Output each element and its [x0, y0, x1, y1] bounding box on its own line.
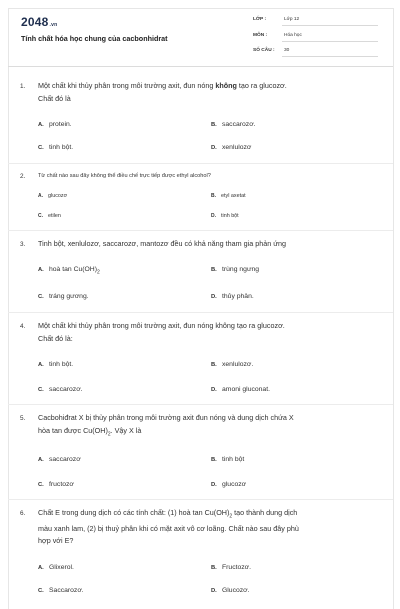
option-text: tinh bột.	[49, 361, 74, 368]
option-letter: D.	[211, 294, 217, 300]
answer-option-d[interactable]	[211, 144, 251, 151]
question-count-label: SỐ CÂU :	[253, 48, 275, 53]
option-text: saccarozơ.	[222, 121, 256, 128]
question-text-part: tạo thành dung dịch	[232, 508, 298, 517]
option-text: Fructozơ.	[222, 564, 252, 571]
answer-option-b[interactable]	[211, 266, 259, 273]
option-letter: B.	[211, 565, 217, 571]
option-subscript: 2	[96, 269, 100, 276]
answer-option-c[interactable]	[38, 587, 84, 594]
question-text-part: Chất đó là:	[38, 333, 73, 343]
answer-option-a[interactable]	[38, 361, 73, 368]
question-divider	[8, 312, 393, 313]
option-letter: C.	[38, 145, 44, 151]
question-text	[38, 80, 373, 105]
option-letter: B.	[211, 267, 217, 273]
site-logo[interactable]	[21, 15, 57, 29]
option-text: thủy phân.	[222, 293, 254, 300]
class-underline	[282, 25, 378, 26]
question-subscript: 2	[229, 513, 233, 520]
option-text: glucozơ	[222, 481, 247, 488]
answer-option-d[interactable]	[211, 213, 239, 219]
question-text-part: Một chất khi thủy phân trong môi trường axit, đun nóng	[38, 81, 216, 90]
option-letter: C.	[38, 482, 44, 488]
question-number: 2.	[20, 173, 26, 180]
option-letter: A.	[38, 457, 44, 463]
option-text: xenlulozơ.	[222, 361, 254, 368]
answer-option-b[interactable]	[211, 564, 251, 571]
option-letter: D.	[211, 145, 217, 151]
answer-option-a[interactable]	[38, 193, 67, 199]
option-text: Glixerol.	[49, 564, 74, 571]
question-number: 3.	[20, 241, 26, 248]
answer-option-b[interactable]	[211, 361, 253, 368]
answer-option-b[interactable]	[211, 193, 246, 199]
question-text-part: hòa tan được Cu(OH)	[38, 425, 108, 435]
option-text: tráng gương.	[49, 293, 89, 300]
worksheet-title: Tính chất hóa học chung của cacbonhidrat	[21, 34, 168, 43]
answer-option-c[interactable]	[38, 293, 89, 300]
option-letter: C.	[38, 387, 44, 393]
option-letter: C.	[38, 588, 44, 594]
question-text-emphasis: không	[215, 81, 237, 90]
option-letter: A.	[38, 565, 44, 571]
question-text-part: Một chất khi thủy phân trong môi trường axit, đun nóng không tạo ra glucozơ.	[38, 321, 285, 330]
answer-option-a[interactable]	[38, 456, 81, 463]
answer-option-c[interactable]	[38, 481, 74, 488]
option-letter: D.	[211, 213, 216, 219]
answer-option-b[interactable]	[211, 121, 256, 128]
question-text-part: tạo ra glucozơ.	[236, 81, 287, 90]
answer-option-b[interactable]	[211, 456, 244, 463]
answer-option-a[interactable]	[38, 564, 74, 571]
answer-option-d[interactable]	[211, 386, 270, 393]
option-text: etilen	[48, 213, 61, 219]
question-number: 1.	[20, 83, 26, 90]
question-text	[38, 412, 373, 440]
logo-suffix: .vn	[49, 22, 58, 28]
option-text: saccarozơ.	[49, 386, 83, 393]
option-text: etyl axetat	[221, 193, 246, 199]
option-letter: A.	[38, 362, 44, 368]
header-divider	[8, 66, 393, 67]
option-text: tinh bột	[221, 213, 239, 219]
option-text: amoni gluconat.	[222, 386, 270, 393]
option-text: tinh bột.	[49, 144, 74, 151]
answer-option-d[interactable]	[211, 293, 254, 300]
logo-text: 2048	[21, 15, 49, 29]
option-letter: B.	[211, 193, 216, 199]
count-underline	[282, 56, 378, 57]
question-divider	[8, 230, 393, 231]
option-text: protein.	[49, 121, 72, 128]
option-text: tinh bột	[222, 456, 245, 463]
option-text: glucozơ	[48, 193, 68, 199]
answer-option-c[interactable]	[38, 144, 73, 151]
question-number: 6.	[20, 510, 26, 517]
option-text: hoà tan Cu(OH)	[49, 266, 97, 273]
answer-option-c[interactable]	[38, 386, 83, 393]
option-letter: B.	[211, 457, 217, 463]
question-number: 5.	[20, 415, 26, 422]
subject-underline	[282, 41, 378, 42]
question-subscript: 2	[107, 430, 111, 437]
option-letter: D.	[211, 588, 217, 594]
option-letter: A.	[38, 193, 43, 199]
question-text-part: hợp với E?	[38, 536, 74, 546]
question-count-value: 30	[284, 48, 290, 53]
question-text-part: Chất đó là	[38, 93, 71, 103]
subject-value: Hóa học	[284, 33, 302, 38]
option-letter: C.	[38, 294, 44, 300]
option-letter: C.	[38, 213, 43, 219]
option-text: trùng ngưng	[222, 266, 260, 273]
subject-label: MÔN :	[253, 33, 268, 38]
question-text-part: . Vậy X là	[110, 425, 142, 435]
answer-option-a[interactable]	[38, 121, 72, 128]
question-text-part: Cacbohiđrat X bị thủy phân trong môi trường axit đun nóng và dung dịch chứa X	[38, 413, 294, 422]
question-text	[38, 320, 373, 345]
option-text: Saccarozơ.	[49, 587, 84, 594]
question-divider	[8, 163, 393, 164]
answer-option-c[interactable]	[38, 213, 61, 219]
class-value: Lớp 12	[284, 17, 300, 22]
option-letter: B.	[211, 122, 217, 128]
answer-option-a[interactable]	[38, 266, 100, 275]
question-text	[38, 507, 373, 548]
option-text: saccarozơ	[49, 456, 81, 463]
option-letter: A.	[38, 122, 44, 128]
answer-option-d[interactable]	[211, 587, 250, 594]
option-text: fructozơ	[49, 481, 74, 488]
option-text: Glucozơ.	[222, 587, 250, 594]
option-letter: D.	[211, 387, 217, 393]
question-text-part: Chất E trong dung dịch có các tính chất: (1) hoà tan Cu(OH)	[38, 508, 230, 517]
question-divider	[8, 404, 393, 405]
option-letter: D.	[211, 482, 217, 488]
option-text: xenlulozơ	[222, 144, 252, 151]
question-number: 4.	[20, 323, 26, 330]
question-text: Tinh bột, xenlulozơ, saccarozơ, mantozơ đều có khả năng tham gia phản ứng	[38, 239, 287, 248]
option-letter: B.	[211, 362, 217, 368]
option-letter: A.	[38, 267, 44, 273]
class-label: LỚP :	[253, 17, 267, 22]
answer-option-d[interactable]	[211, 481, 246, 488]
question-divider	[8, 499, 393, 500]
question-text-part: màu xanh lam, (2) bị thuỷ phân khi có mặt axit vô cơ loãng. Chất nào sau đây phù	[38, 523, 299, 533]
question-text: Từ chất nào sau đây không thể điều chế trực tiếp được ethyl alcohol?	[38, 173, 211, 179]
